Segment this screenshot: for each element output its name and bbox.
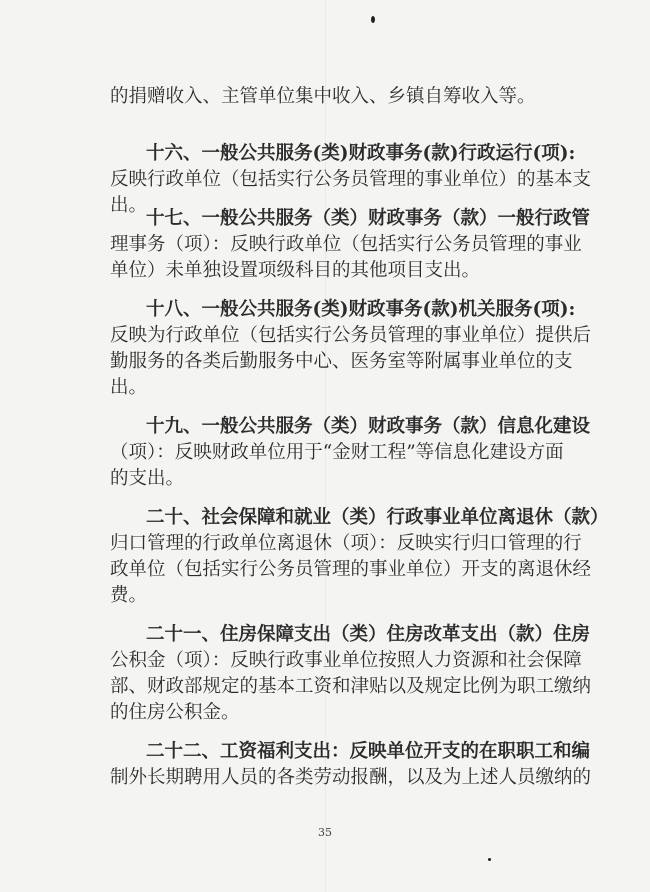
- text-line: 勤服务的各类后勤服务中心、医务室等附属事业单位的支: [110, 351, 573, 372]
- text-line: 反映为行政单位（包括实行公务员管理的事业单位）提供后: [110, 325, 592, 346]
- text-line: 单位）未单独设置项级科目的其他项目支出。: [110, 260, 481, 281]
- ink-speck: [488, 858, 491, 861]
- text-line: 部、财政部规定的基本工资和津贴以及规定比例为职工缴纳: [110, 676, 592, 697]
- text-line: 出。: [110, 195, 148, 216]
- text-line: 公积金（项）：反映行政事业单位按照人力资源和社会保障: [110, 650, 582, 671]
- text-line: 的支出。: [110, 468, 185, 489]
- text-line: 制外长期聘用人员的各类劳动报酬，以及为上述人员缴纳的: [110, 767, 592, 788]
- text-line: 的住房公积金。: [110, 702, 240, 723]
- text-line: 归口管理的行政单位离退休（项）：反映实行归口管理的行: [110, 533, 582, 554]
- heading-line: 二十一、住房保障支出（类）住房改革支出（款）住房: [146, 624, 591, 645]
- heading-line: 十六、一般公共服务(类)财政事务(款)行政运行(项):: [146, 143, 576, 164]
- text-line: 反映行政单位（包括实行公务员管理的事业单位）的基本支: [110, 169, 592, 190]
- ink-speck: [371, 16, 375, 23]
- text-line: 理事务（项）：反映行政单位（包括实行公务员管理的事业: [110, 234, 582, 255]
- heading-line: 二十二、工资福利支出：反映单位开支的在职职工和编: [146, 741, 591, 762]
- heading-line: 十九、一般公共服务（类）财政事务（款）信息化建设: [146, 416, 591, 437]
- text-line: （项）：反映财政单位用于“金财工程”等信息化建设方面: [110, 442, 564, 463]
- page-number: 35: [318, 826, 332, 839]
- heading-line: 十八、一般公共服务(类)财政事务(款)机关服务(项):: [146, 299, 576, 320]
- text-line: 出。: [110, 377, 148, 398]
- heading-line: 二十、社会保障和就业（类）行政事业单位离退休（款）: [146, 507, 609, 528]
- text-line: 政单位（包括实行公务员管理的事业单位）开支的离退休经: [110, 559, 592, 580]
- text-line: 费。: [110, 585, 148, 606]
- heading-line: 十七、一般公共服务（类）财政事务（款）一般行政管: [146, 208, 591, 229]
- text-line: 的捐赠收入、主管单位集中收入、乡镇自筹收入等。: [110, 86, 536, 107]
